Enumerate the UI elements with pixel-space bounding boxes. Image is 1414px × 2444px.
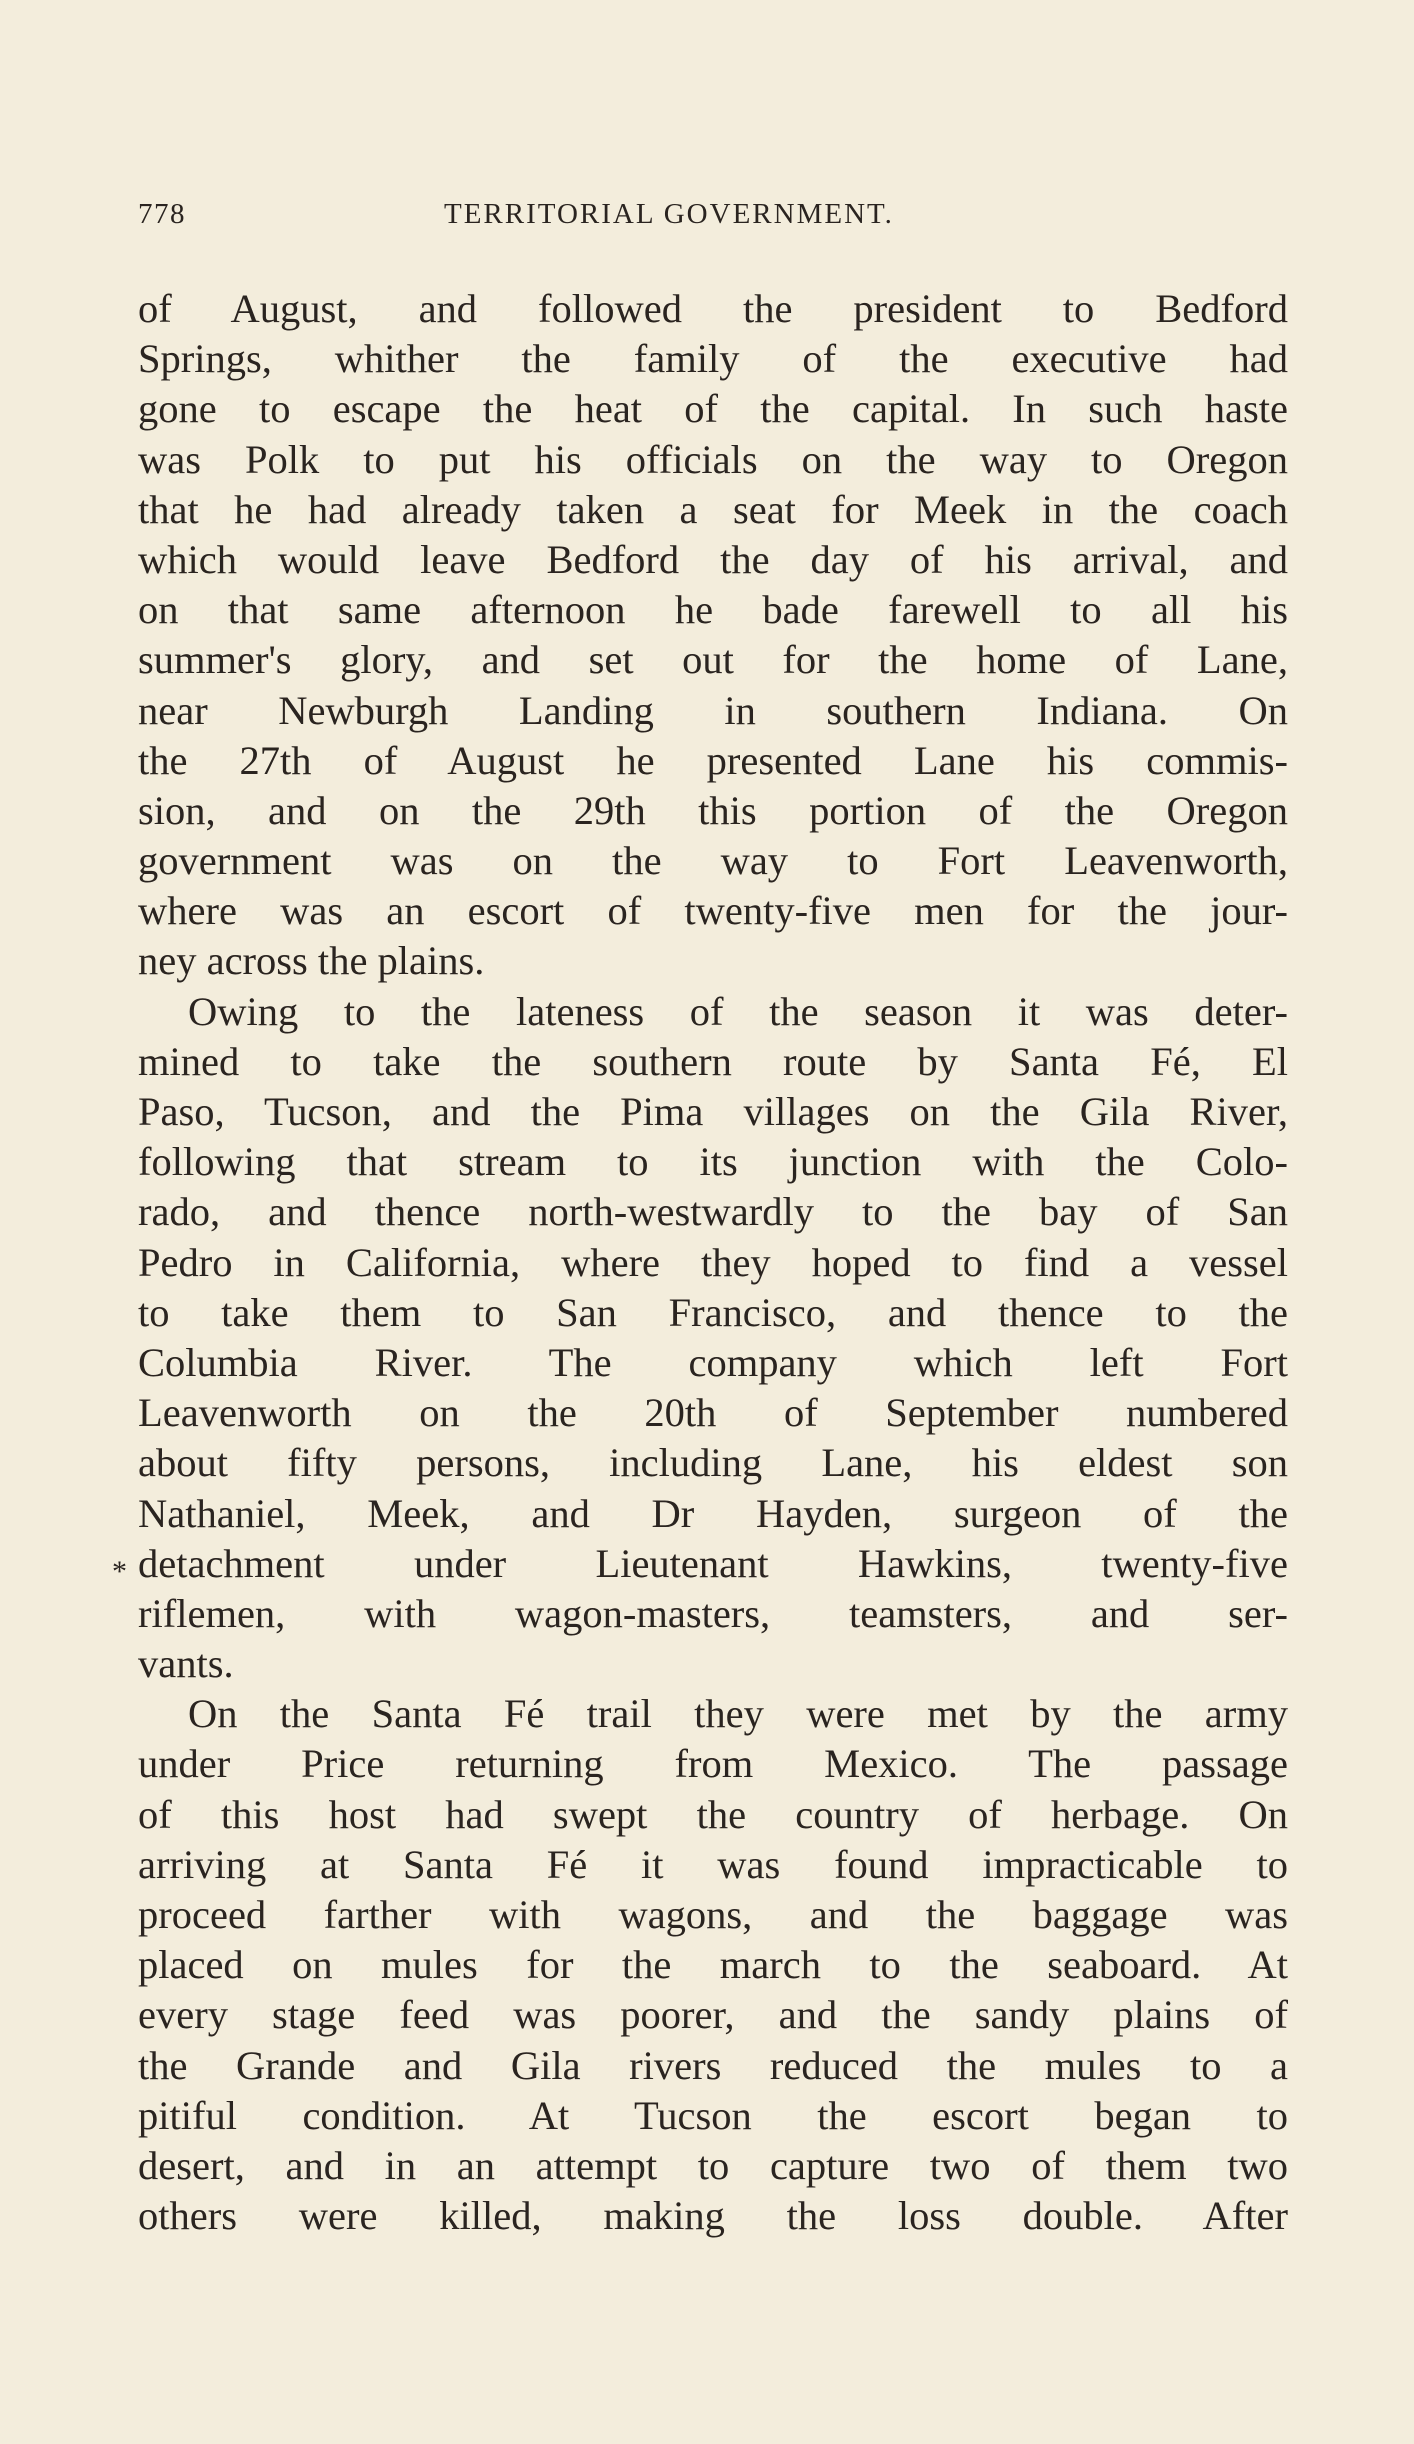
- text-line: arriving at Santa Fé it was found impracticable to: [138, 1841, 1288, 1887]
- page-number: 778: [138, 198, 186, 230]
- chapter-title: TERRITORIAL GOVERNMENT.: [444, 198, 894, 230]
- text-line: vants.: [138, 1641, 234, 1687]
- text-line: was Polk to put his officials on the way to Oregon: [138, 436, 1288, 482]
- text-line: proceed farther with wagons, and the baggage was: [138, 1892, 1288, 1937]
- text-line: about fifty persons, including Lane, his eldest son: [138, 1440, 1288, 1486]
- text-line: Springs, whither the family of the executive had: [138, 336, 1288, 382]
- text-line: sion, and on the 29th this portion of the Oregon: [138, 787, 1288, 833]
- margin-asterisk-mark: *: [112, 1555, 127, 1588]
- text-line: government was on the way to Fort Leavenworth,: [138, 838, 1288, 884]
- text-line: under Price returning from Mexico. The passage: [138, 1741, 1288, 1787]
- text-line: on that same afternoon he bade farewell to all his: [138, 587, 1288, 633]
- text-line: gone to escape the heat of the capital. In such haste: [138, 386, 1288, 432]
- text-line: riflemen, with wagon-masters, teamsters, and ser-: [138, 1590, 1288, 1636]
- text-line: detachment under Lieutenant Hawkins, twenty-five: [138, 1540, 1288, 1586]
- text-line: that he had already taken a seat for Meek in the coach: [138, 486, 1288, 532]
- text-line: near Newburgh Landing in southern Indiana. On: [138, 687, 1288, 733]
- paragraph: [138, 1689, 1288, 2241]
- text-line: of this host had swept the country of herbage. On: [138, 1791, 1288, 1837]
- text-line: every stage feed was poorer, and the sandy plains of: [138, 1992, 1288, 2038]
- text-line: Paso, Tucson, and the Pima villages on the Gila River,: [138, 1089, 1288, 1134]
- body-text: [138, 284, 1288, 2241]
- text-line: following that stream to its junction with the Colo-: [138, 1139, 1288, 1185]
- text-line: Nathaniel, Meek, and Dr Hayden, surgeon of the: [138, 1490, 1288, 1536]
- text-line: Leavenworth on the 20th of September numbered: [138, 1390, 1288, 1436]
- text-line: the Grande and Gila rivers reduced the mules to a: [138, 2042, 1288, 2088]
- running-head: [138, 198, 1288, 238]
- text-line: placed on mules for the march to the seaboard. At: [138, 1942, 1288, 1988]
- text-line: desert, and in an attempt to capture two of them two: [138, 2142, 1288, 2188]
- text-line: rado, and thence north-westwardly to the bay of San: [138, 1189, 1288, 1235]
- text-line: mined to take the southern route by Santa Fé, El: [138, 1038, 1288, 1084]
- paragraph: [138, 987, 1288, 1690]
- text-line: others were killed, making the loss double. After: [138, 2193, 1288, 2239]
- text-line: Pedro in California, where they hoped to find a vessel: [138, 1239, 1288, 1285]
- text-line: ney across the plains.: [138, 938, 485, 984]
- paragraph: [138, 284, 1288, 987]
- text-line: Owing to the lateness of the season it was deter-: [188, 988, 1288, 1034]
- text-line: to take them to San Francisco, and thence to the: [138, 1289, 1288, 1335]
- text-line: of August, and followed the president to Bedford: [138, 286, 1288, 331]
- text-line: which would leave Bedford the day of his arrival, and: [138, 536, 1288, 582]
- text-line: pitiful condition. At Tucson the escort began to: [138, 2092, 1288, 2138]
- text-line: where was an escort of twenty-five men for the jour-: [138, 888, 1288, 934]
- text-line: summer's glory, and set out for the home of Lane,: [138, 637, 1288, 683]
- text-line: Columbia River. The company which left Fort: [138, 1339, 1288, 1385]
- text-line: On the Santa Fé trail they were met by the army: [188, 1691, 1288, 1737]
- text-line: the 27th of August he presented Lane his commis-: [138, 737, 1288, 783]
